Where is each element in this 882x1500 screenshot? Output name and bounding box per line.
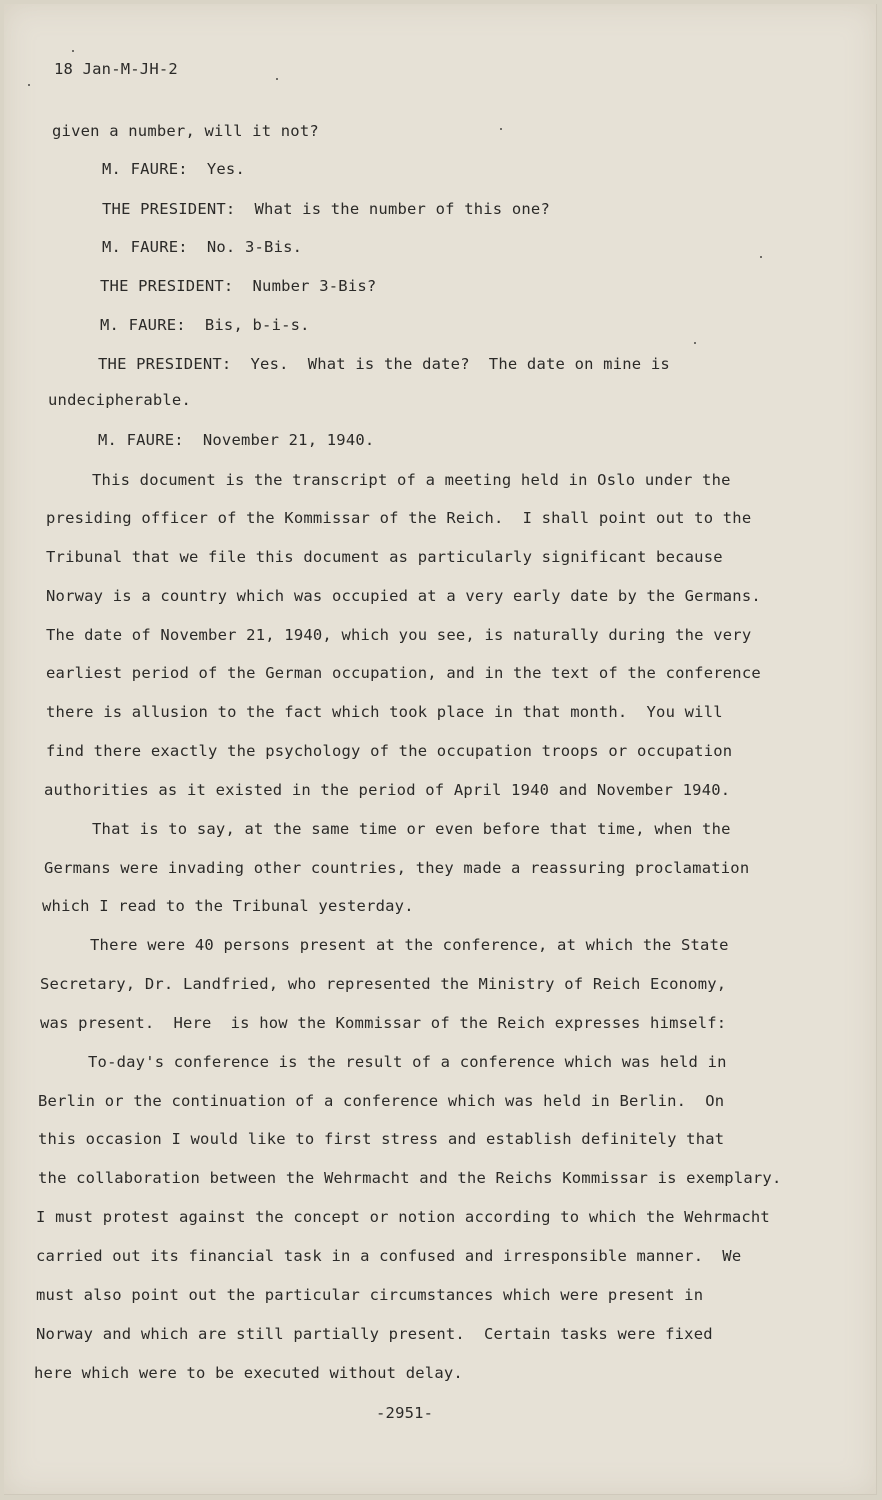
text-line: I must protest against the concept or notion according to which the Wehrmacht xyxy=(36,1208,770,1226)
text-line: authorities as it existed in the period of April 1940 and November 1940. xyxy=(44,781,731,799)
text-line: Norway and which are still partially present. Certain tasks were fixed xyxy=(36,1325,713,1343)
text-line: which I read to the Tribunal yesterday. xyxy=(42,897,414,915)
text-line: here which were to be executed without delay. xyxy=(34,1364,463,1382)
text-line: M. FAURE: Yes. xyxy=(102,160,245,178)
ink-speck xyxy=(28,84,30,86)
text-line: the collaboration between the Wehrmacht and the Reichs Kommissar is exemplary. xyxy=(38,1169,782,1187)
text-line: Secretary, Dr. Landfried, who represented the Ministry of Reich Economy, xyxy=(40,975,727,993)
text-line: earliest period of the German occupation, and in the text of the conference xyxy=(46,664,761,682)
text-line: THE PRESIDENT: What is the number of this one? xyxy=(102,200,550,218)
text-line: must also point out the particular circumstances which were present in xyxy=(36,1286,704,1304)
text-line: undecipherable. xyxy=(48,391,191,409)
page-number: -2951- xyxy=(376,1404,434,1422)
text-line: This document is the transcript of a meeting held in Oslo under the xyxy=(92,471,731,489)
ink-speck xyxy=(72,50,74,52)
text-line: find there exactly the psychology of the occupation troops or occupation xyxy=(46,742,733,760)
text-line: Germans were invading other countries, they made a reassuring proclamation xyxy=(44,859,750,877)
text-line: To-day's conference is the result of a conference which was held in xyxy=(88,1053,727,1071)
text-line: M. FAURE: November 21, 1940. xyxy=(98,431,375,449)
ink-speck xyxy=(694,342,696,344)
text-line: presiding officer of the Kommissar of the Reich. I shall point out to the xyxy=(46,509,752,527)
page-header: 18 Jan-M-JH-2 xyxy=(54,60,178,78)
text-line: The date of November 21, 1940, which you see, is naturally during the very xyxy=(46,626,752,644)
text-line: THE PRESIDENT: Number 3-Bis? xyxy=(100,277,377,295)
text-line: carried out its financial task in a confused and irresponsible manner. We xyxy=(36,1247,742,1265)
text-line: M. FAURE: No. 3-Bis. xyxy=(102,238,303,256)
ink-speck xyxy=(760,256,762,258)
text-line: given a number, will it not? xyxy=(52,122,319,140)
text-line: That is to say, at the same time or even before that time, when the xyxy=(92,820,731,838)
text-line: There were 40 persons present at the conference, at which the State xyxy=(90,936,729,954)
ink-speck xyxy=(276,78,278,80)
text-line: M. FAURE: Bis, b-i-s. xyxy=(100,316,310,334)
text-line: Tribunal that we file this document as particularly significant because xyxy=(46,548,723,566)
text-line: Berlin or the continuation of a conference which was held in Berlin. On xyxy=(38,1092,725,1110)
text-line: was present. Here is how the Kommissar of the Reich expresses himself: xyxy=(40,1014,727,1032)
text-line: this occasion I would like to first stress and establish definitely that xyxy=(38,1130,725,1148)
text-line: there is allusion to the fact which took place in that month. You will xyxy=(46,703,723,721)
text-line: Norway is a country which was occupied at a very early date by the Germans. xyxy=(46,587,761,605)
ink-speck xyxy=(500,128,502,130)
text-line: THE PRESIDENT: Yes. What is the date? The date on mine is xyxy=(98,355,670,373)
document-page xyxy=(4,4,877,1495)
